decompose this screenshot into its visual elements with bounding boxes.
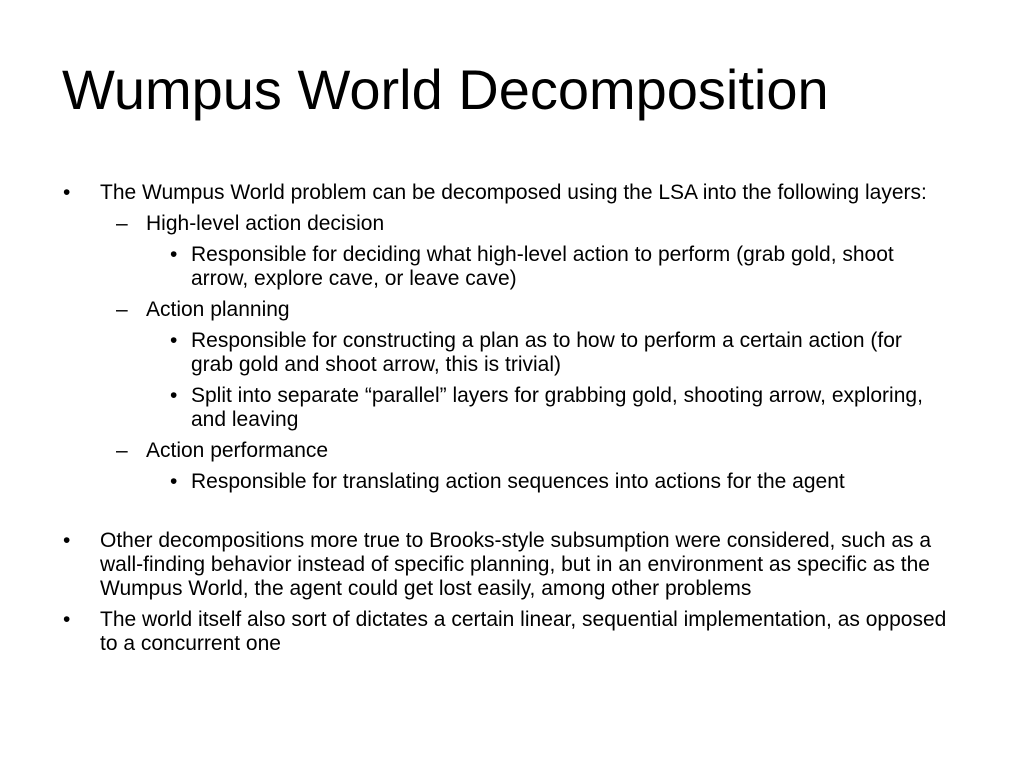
sub-sub-item-text: Responsible for deciding what high-level action to perform (grab gold, shoot arrow, explore cave, or leave cave) — [191, 243, 894, 290]
sub-sub-item — [0, 470, 926, 494]
bullet-item — [0, 608, 960, 656]
dash-marker: – — [116, 298, 128, 321]
dash-marker: – — [116, 212, 128, 235]
bullet-marker: • — [170, 329, 178, 352]
sub-item — [0, 439, 1024, 463]
bullet-marker: • — [63, 529, 71, 552]
bullet-marker: • — [63, 181, 71, 204]
sub-item-text: Action performance — [146, 439, 329, 462]
slide-body — [0, 181, 1024, 656]
bullet-marker: • — [170, 243, 178, 266]
sub-sub-item — [0, 329, 926, 377]
dash-marker: – — [116, 439, 128, 462]
bullet-marker: • — [63, 608, 71, 631]
bullet-marker: • — [170, 384, 178, 407]
bullet-marker: • — [170, 470, 178, 493]
sub-sub-item-text: Responsible for translating action sequences into actions for the agent — [191, 470, 845, 493]
bullet-text: Other decompositions more true to Brooks-style subsumption were considered, such as a wall-finding behavior instead of specific planning, but in an environment as specific as the Wumpus World, the agent could get lost easily, among other problems — [100, 529, 932, 600]
sub-item-text: High-level action decision — [146, 212, 385, 235]
bullet-item — [0, 181, 960, 205]
bullet-text: The world itself also sort of dictates a certain linear, sequential implementation, as opposed to a concurrent one — [100, 608, 947, 655]
sub-item-text: Action planning — [146, 298, 290, 321]
sub-sub-item — [0, 384, 926, 432]
sub-sub-item — [0, 243, 926, 291]
bullet-item — [0, 529, 960, 601]
bullet-text: The Wumpus World problem can be decomposed using the LSA into the following layers: — [100, 181, 927, 204]
sub-item — [0, 298, 1024, 322]
slide-title: Wumpus World Decomposition — [62, 58, 829, 121]
sub-sub-item-text: Responsible for constructing a plan as to how to perform a certain action (for grab gold and shoot arrow, this is trivial) — [191, 329, 902, 376]
paragraph-spacer — [0, 494, 1024, 529]
sub-sub-item-text: Split into separate “parallel” layers for grabbing gold, shooting arrow, exploring, and leaving — [191, 384, 923, 431]
sub-item — [0, 212, 1024, 236]
